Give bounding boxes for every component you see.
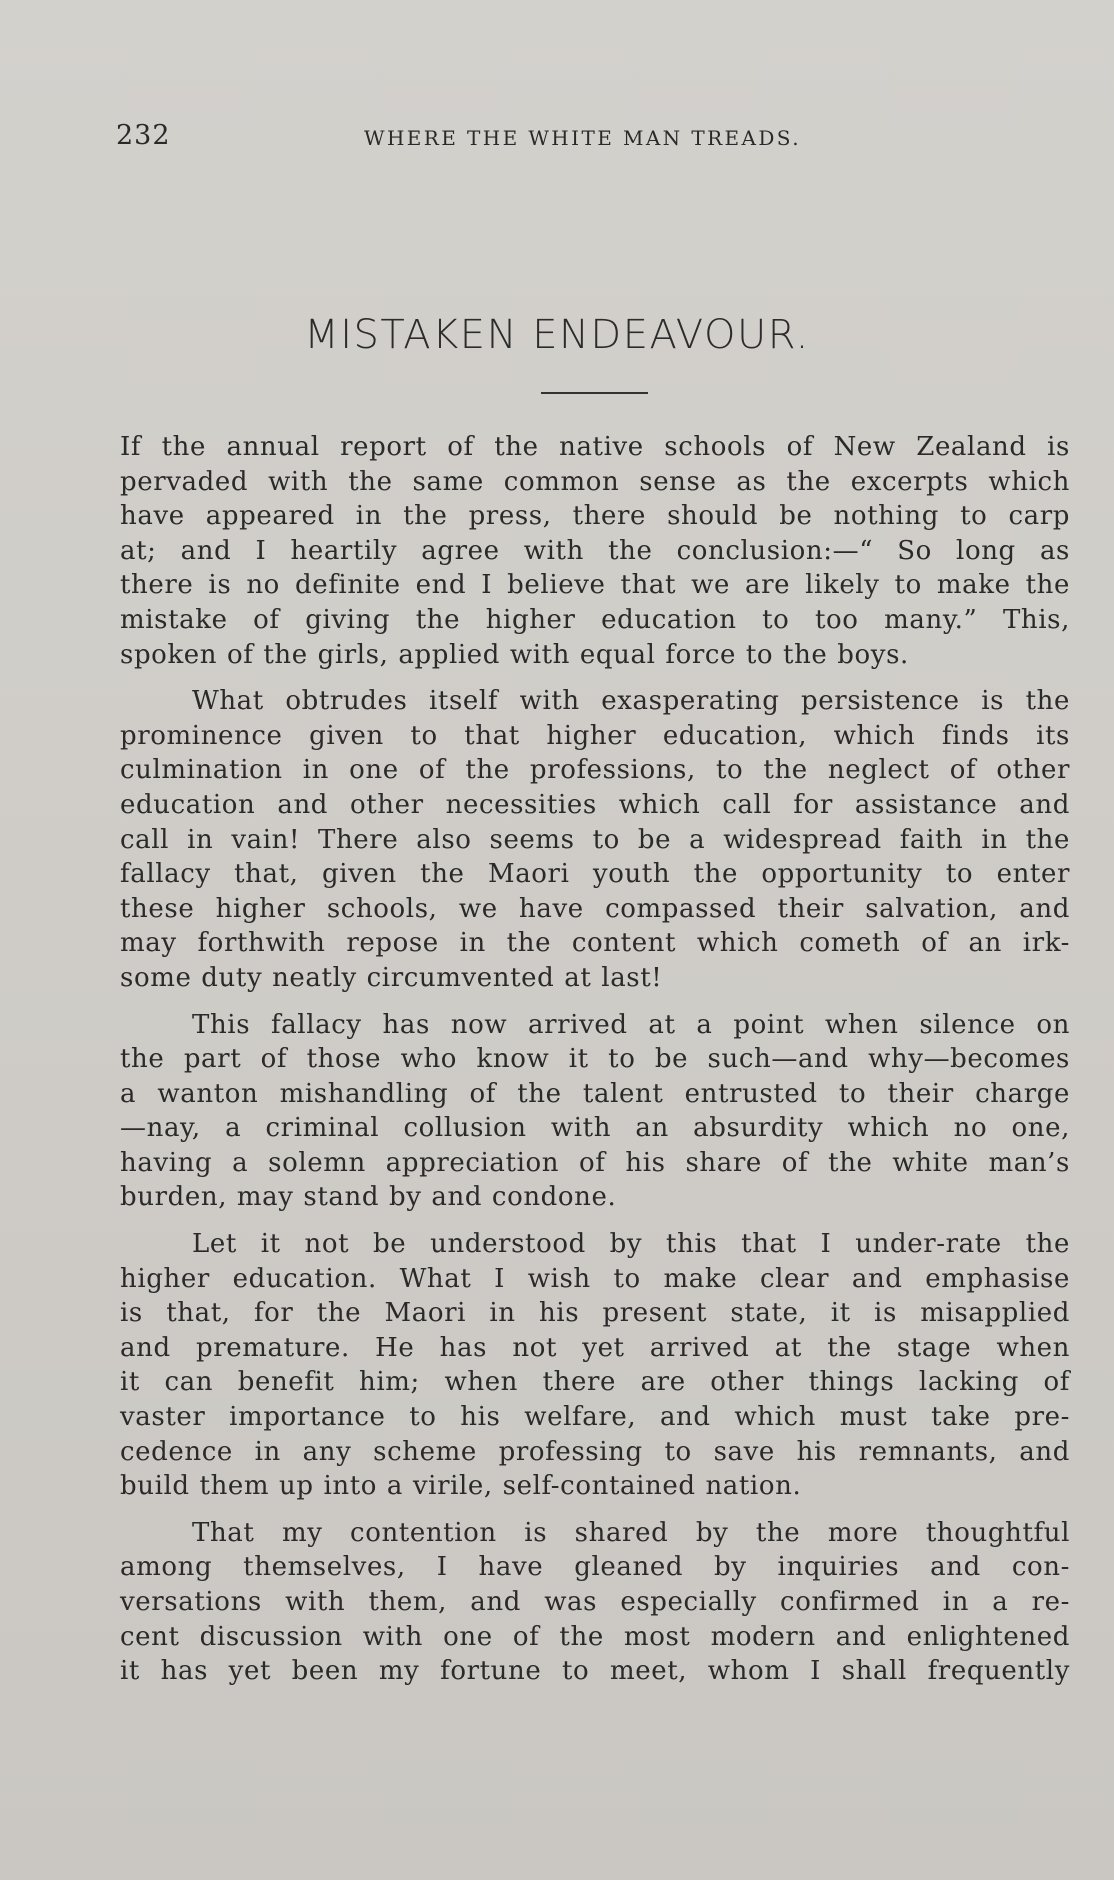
text-line: What obtrudes itself with exasperating persistence is the: [192, 686, 1070, 717]
paragraph: [120, 1516, 1070, 1689]
paragraph: [120, 1227, 1070, 1504]
text-line: cedence in any scheme professing to save his remnants, and: [120, 1436, 1070, 1467]
body-text: [120, 430, 1070, 1689]
text-line: mistake of giving the higher education to too many.” This,: [120, 604, 1070, 635]
text-line: at; and I heartily agree with the conclusion:—“ So long as: [120, 535, 1070, 566]
text-line: burden, may stand by and condone.: [120, 1182, 617, 1213]
paragraph-gap: [120, 672, 1070, 684]
text-line: it has yet been my fortune to meet, whom I shall frequently: [120, 1656, 1070, 1687]
text-line: these higher schools, we have compassed their salvation, and: [120, 893, 1070, 924]
text-line: a wanton mishandling of the talent entrusted to their charge: [120, 1078, 1070, 1109]
text-line: culmination in one of the professions, to the neglect of other: [120, 755, 1070, 786]
text-line: pervaded with the same common sense as the excerpts which: [120, 466, 1070, 497]
text-line: That my contention is shared by the more thoughtful: [192, 1517, 1070, 1548]
paragraph: [120, 1008, 1070, 1216]
text-line: cent discussion with one of the most modern and enlightened: [120, 1621, 1070, 1652]
text-line: vaster importance to his welfare, and which must take pre-: [120, 1402, 1070, 1433]
text-line: it can benefit him; when there are other things lacking of: [120, 1367, 1070, 1398]
text-line: build them up into a virile, self-contained nation.: [120, 1471, 802, 1502]
text-line: spoken of the girls, applied with equal force to the boys.: [120, 639, 909, 670]
paragraph-gap: [120, 1504, 1070, 1516]
chapter-title: MISTAKEN ENDEAVOUR.: [304, 312, 810, 358]
text-line: the part of those who know it to be such—and why—becomes: [120, 1044, 1070, 1075]
text-line: have appeared in the press, there should be nothing to carp: [120, 501, 1070, 532]
text-line: among themselves, I have gleaned by inquiries and con-: [120, 1552, 1070, 1583]
running-title: WHERE THE WHITE MAN TREADS.: [364, 126, 801, 150]
text-line: prominence given to that higher education, which finds its: [120, 720, 1070, 751]
text-line: This fallacy has now arrived at a point when silence on: [192, 1009, 1070, 1040]
title-rule: [541, 392, 648, 394]
running-head: [116, 120, 1071, 160]
paragraph: [120, 684, 1070, 995]
text-line: higher education. What I wish to make clear and emphasise: [120, 1263, 1070, 1294]
text-line: is that, for the Maori in his present state, it is misapplied: [120, 1298, 1070, 1329]
paragraph-gap: [120, 996, 1070, 1008]
text-line: —nay, a criminal collusion with an absurdity which no one,: [120, 1113, 1070, 1144]
text-line: some duty neatly circumvented at last!: [120, 962, 663, 993]
text-line: education and other necessities which call for assistance and: [120, 789, 1070, 820]
text-line: and premature. He has not yet arrived at the stage when: [120, 1332, 1070, 1363]
text-line: fallacy that, given the Maori youth the opportunity to enter: [120, 859, 1070, 890]
text-line: there is no definite end I believe that we are likely to make the: [120, 570, 1070, 601]
paragraph-gap: [120, 1215, 1070, 1227]
paragraph: [120, 430, 1070, 672]
text-line: having a solemn appreciation of his share of the white man’s: [120, 1147, 1070, 1178]
text-line: If the annual report of the native schools of New Zealand is: [120, 432, 1070, 462]
page-number: 232: [116, 120, 171, 151]
text-line: versations with them, and was especially confirmed in a re-: [120, 1587, 1070, 1617]
text-line: call in vain! There also seems to be a widespread faith in the: [120, 824, 1070, 855]
text-line: Let it not be understood by this that I under-rate the: [192, 1229, 1070, 1260]
text-line: may forthwith repose in the content which cometh of an irk-: [120, 928, 1070, 959]
